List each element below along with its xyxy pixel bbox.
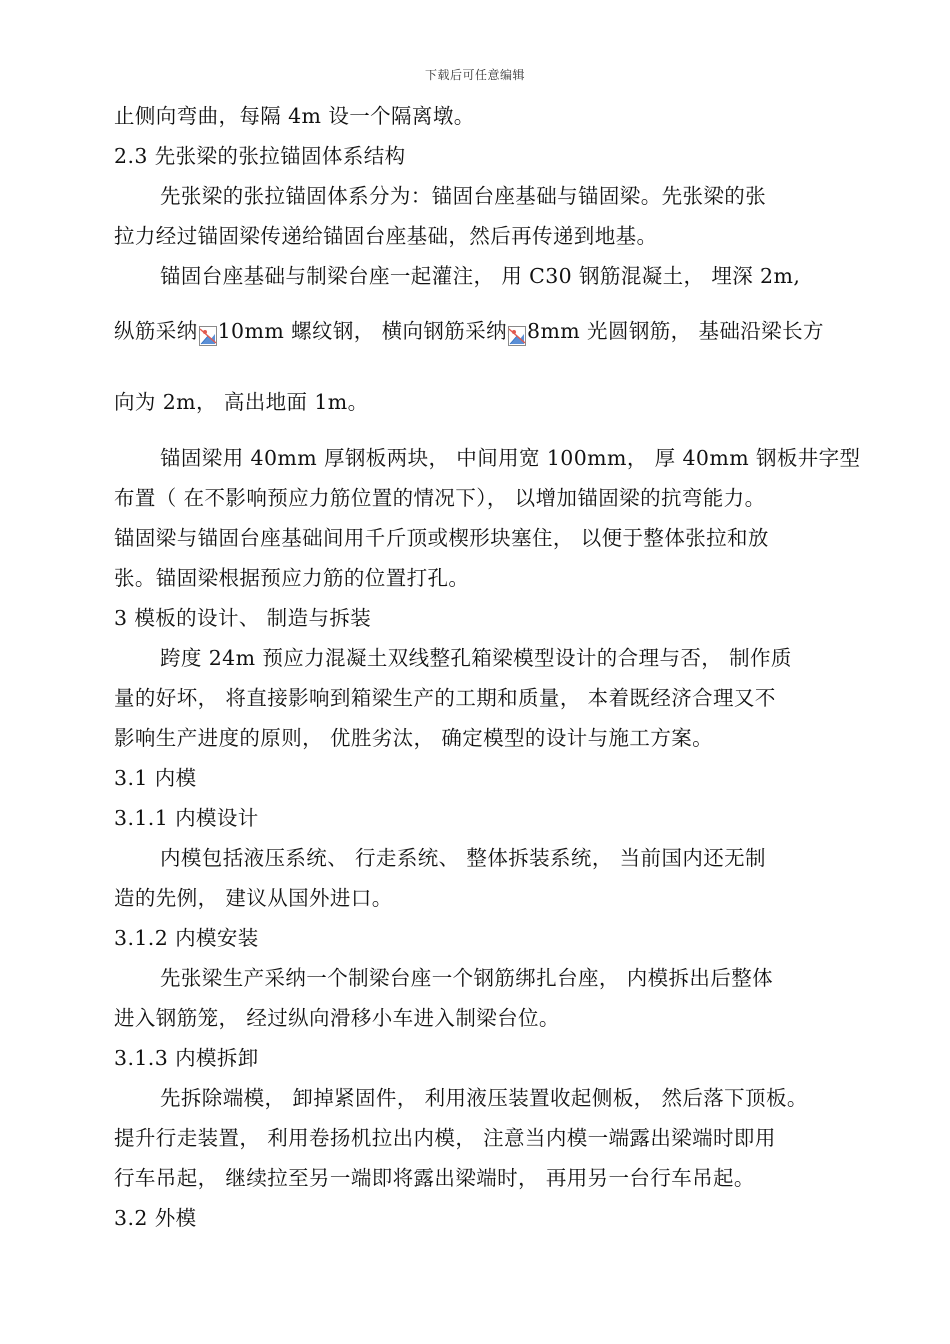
paragraph-line: 提升行走装置， 利用卷扬机拉出内模， 注意当内模一端露出梁端时即用: [114, 1126, 776, 1150]
text-segment: 纵筋采纳: [114, 319, 198, 343]
paragraph-line: 行车吊起， 继续拉至另一端即将露出梁端时， 再用另一台行车吊起。: [114, 1166, 755, 1190]
section-heading-3-1-1: 3.1.1 内模设计: [114, 806, 259, 830]
paragraph-line: 量的好坏， 将直接影响到箱梁生产的工期和质量， 本着既经济合理又不: [114, 686, 776, 710]
paragraph-line-with-images: [114, 296, 844, 367]
paragraph-line: 向为 2m， 高出地面 1m。: [114, 390, 369, 414]
paragraph-line: 拉力经过锚固梁传递给锚固台座基础，然后再传递到地基。: [114, 224, 658, 248]
text-segment: 10mm 螺纹钢， 横向钢筋采纳: [217, 319, 508, 343]
paragraph-line: 先拆除端模， 卸掉紧固件， 利用液压装置收起侧板， 然后落下顶板。: [160, 1086, 808, 1110]
paragraph-line: 跨度 24m 预应力混凝土双线整孔箱梁模型设计的合理与否， 制作质: [160, 646, 792, 670]
paragraph-line: 先张梁的张拉锚固体系分为：锚固台座基础与锚固梁。先张梁的张: [160, 184, 767, 208]
header-note: 下载后可任意编辑: [424, 68, 525, 82]
section-heading-3-1: 3.1 内模: [114, 766, 197, 790]
text-segment: 8mm 光圆钢筋， 基础沿梁长方: [527, 319, 824, 343]
paragraph-line: 布置（ 在不影响预应力筋位置的情况下）， 以增加锚固梁的抗弯能力。: [114, 486, 766, 510]
paragraph-line: 内模包括液压系统、 行走系统、 整体拆装系统， 当前国内还无制: [160, 846, 766, 870]
paragraph-line: 先张梁生产采纳一个制梁台座一个钢筋绑扎台座， 内模拆出后整体: [160, 966, 774, 990]
paragraph-line: 张。锚固梁根据预应力筋的位置打孔。: [114, 566, 470, 590]
section-heading-3-1-2: 3.1.2 内模安装: [114, 926, 259, 950]
paragraph-line: 止侧向弯曲，每隔 4m 设一个隔离墩。: [114, 104, 475, 128]
section-heading-2-3: 2.3 先张梁的张拉锚固体系结构: [114, 144, 406, 168]
paragraph-line: 影响生产进度的原则， 优胜劣汰， 确定模型的设计与施工方案。: [114, 726, 714, 750]
broken-image-icon: [199, 304, 217, 324]
section-heading-3: 3 模板的设计、 制造与拆装: [114, 606, 372, 630]
broken-image-icon: [508, 304, 526, 324]
paragraph-line: 进入钢筋笼， 经过纵向滑移小车进入制梁台位。: [114, 1006, 560, 1030]
paragraph-line: 造的先例， 建议从国外进口。: [114, 886, 393, 910]
section-heading-3-1-3: 3.1.3 内模拆卸: [114, 1046, 259, 1070]
paragraph-line: 锚固台座基础与制梁台座一起灌注， 用 C30 钢筋混凝土， 埋深 2m,: [160, 264, 801, 288]
section-heading-3-2: 3.2 外模: [114, 1206, 197, 1230]
paragraph-line: 锚固梁与锚固台座基础间用千斤顶或楔形块塞住， 以便于整体张拉和放: [114, 526, 769, 550]
document-body: [114, 96, 861, 1238]
paragraph-line: 锚固梁用 40mm 厚钢板两块， 中间用宽 100mm， 厚 40mm 钢板井字型: [160, 446, 861, 470]
